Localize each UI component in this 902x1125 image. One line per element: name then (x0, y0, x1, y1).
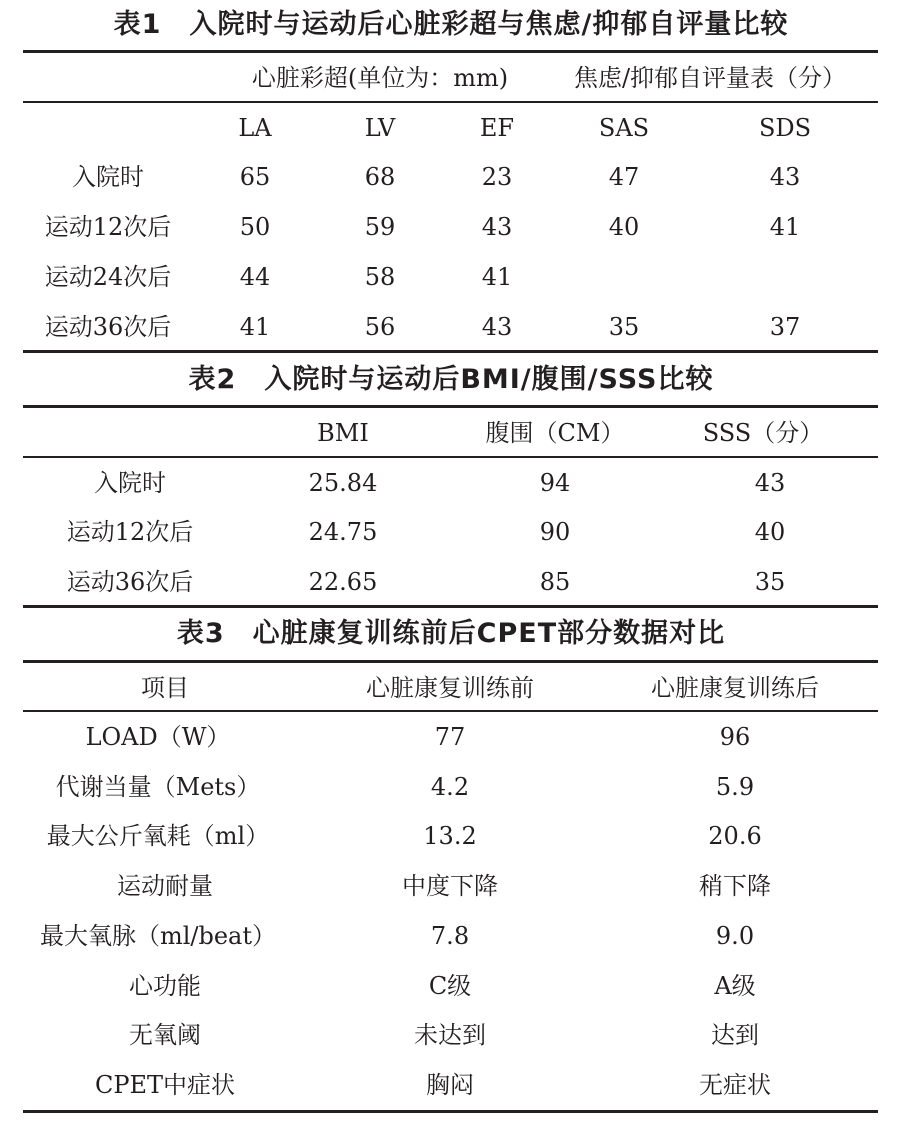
table1-cell: 41 (239, 313, 271, 341)
table1-cell: 35 (608, 313, 640, 341)
table3-cell: A级 (714, 972, 756, 1000)
table1-row-label: 运动12次后 (44, 213, 172, 241)
table3-col-header: 项目 (141, 674, 189, 702)
table3-header-rule (23, 710, 878, 712)
table2-cell: 40 (754, 518, 786, 546)
table2-cell: 25.84 (308, 469, 378, 497)
table2-cell: 90 (539, 518, 571, 546)
table2-cell: 43 (754, 469, 786, 497)
table1-group-header-scale: 焦虑/抑郁自评量表（分） (573, 64, 847, 92)
table3-cell: 5.9 (715, 773, 755, 801)
table3-cell: C级 (428, 972, 472, 1000)
table1-cell: 43 (769, 163, 801, 191)
table1-cell: 43 (481, 213, 513, 241)
table2-title: 表2 入院时与运动后BMI/腹围/SSS比较 (188, 364, 714, 395)
table3-cell: 未达到 (414, 1021, 486, 1049)
table3-row-label: 代谢当量（Mets） (55, 773, 261, 801)
table2-header-rule (23, 456, 878, 458)
table1-cell: 23 (481, 163, 513, 191)
table1-cell: 58 (364, 263, 396, 291)
table3-col-header: 心脏康复训练后 (651, 674, 819, 702)
table2-row-label: 运动12次后 (66, 518, 194, 546)
table3-cell: 9.0 (715, 922, 755, 950)
table2-row-label: 运动36次后 (66, 568, 194, 596)
table1-bottom-rule (23, 350, 878, 353)
table3-cell: 7.8 (430, 922, 470, 950)
table1-cell: 43 (481, 313, 513, 341)
table2-row-label: 入院时 (94, 469, 166, 497)
table1-cell: 37 (769, 313, 801, 341)
table1-cell: 56 (364, 313, 396, 341)
table1-cell: 40 (608, 213, 640, 241)
table3-bottom-rule (23, 1110, 878, 1113)
table3-cell: 中度下降 (402, 872, 498, 900)
table2-cell: 22.65 (308, 568, 378, 596)
table3-cell: 无症状 (699, 1071, 771, 1099)
table1-col-header: SDS (758, 114, 812, 142)
table3-row-label: 心功能 (129, 972, 201, 1000)
table3-row-label: 最大氧脉（ml/beat） (39, 922, 277, 950)
table1-cell: 47 (608, 163, 640, 191)
table3-row-label: 最大公斤氧耗（ml） (46, 822, 270, 850)
table1-cell: 68 (364, 163, 396, 191)
table1-cell: 44 (239, 263, 271, 291)
table2-cell: 24.75 (308, 518, 378, 546)
table3-cell: 13.2 (423, 822, 477, 850)
table1-header-rule (23, 101, 878, 103)
table3-title: 表3 心脏康复训练前后CPET部分数据对比 (176, 618, 726, 649)
table1-group-header-echo: 心脏彩超(单位为：mm) (251, 64, 509, 92)
table1-title: 表1 入院时与运动后心脏彩超与焦虑/抑郁自评量比较 (113, 9, 789, 40)
table2-cell: 85 (539, 568, 571, 596)
table1-row-label: 运动24次后 (44, 263, 172, 291)
table2-cell: 94 (539, 469, 571, 497)
table3-cell: 20.6 (708, 822, 762, 850)
table3-cell: 达到 (711, 1021, 759, 1049)
table2-col-header: 腹围（CM） (485, 419, 625, 447)
table1-col-header: EF (479, 114, 515, 142)
table3-row-label: LOAD（W） (85, 723, 231, 751)
table1-row-label: 运动36次后 (44, 313, 172, 341)
table3-row-label: 无氧阈 (129, 1021, 201, 1049)
table2-top-rule (23, 405, 878, 408)
table1-cell: 50 (239, 213, 271, 241)
table1-top-rule (23, 50, 878, 53)
table3-row-label: CPET中症状 (94, 1071, 236, 1099)
table1-col-header: LV (364, 114, 396, 142)
table2-col-header: SSS（分） (702, 419, 824, 447)
table1-cell: 65 (239, 163, 271, 191)
table1-col-header: LA (238, 114, 272, 142)
table2-cell: 35 (754, 568, 786, 596)
table3-cell: 77 (434, 723, 466, 751)
table3-cell: 胸闷 (426, 1071, 474, 1099)
table2-col-header: BMI (317, 419, 369, 447)
table1-col-header: SAS (598, 114, 650, 142)
table3-cell: 稍下降 (699, 872, 771, 900)
table3-top-rule (23, 660, 878, 663)
table1-cell: 41 (769, 213, 801, 241)
table3-row-label: 运动耐量 (117, 872, 213, 900)
table1-row-label: 入院时 (72, 163, 144, 191)
table3-cell: 4.2 (430, 773, 470, 801)
table3-col-header: 心脏康复训练前 (366, 674, 534, 702)
table1-cell: 41 (481, 263, 513, 291)
table2-bottom-rule (23, 605, 878, 608)
table3-cell: 96 (719, 723, 751, 751)
table1-cell: 59 (364, 213, 396, 241)
